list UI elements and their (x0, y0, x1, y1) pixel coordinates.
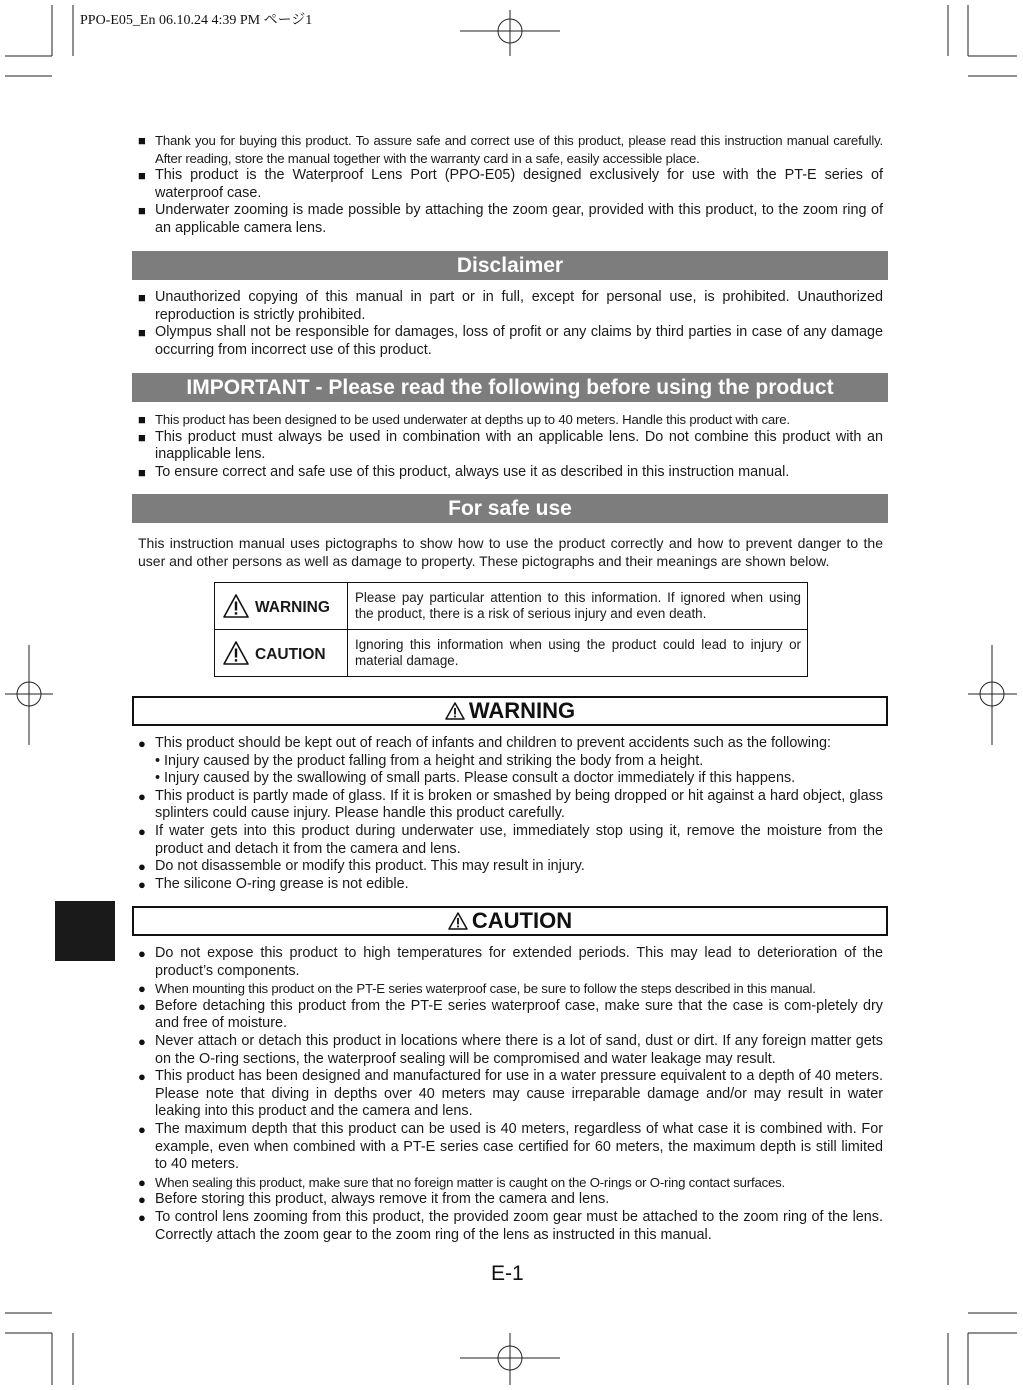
list-item: ■ This product has been designed to be used underwater at depths up to 40 meters. Handle this product with care. (138, 411, 883, 429)
caution-heading (132, 906, 888, 936)
list-item: ■ Unauthorized copying of this manual in part or in full, except for personal use, is prohibited. Unauthorized reproduction is strictly prohibited. (138, 289, 883, 324)
table-row (215, 583, 808, 630)
safe-use-heading: For safe use (132, 494, 888, 523)
warning-list (138, 735, 883, 893)
list-item: ● Never attach or detach this product in locations where there is a lot of sand, dust or dirt. If any foreign matter gets on the O-ring sections, the waterproof sealing will be compromised and water leakage may result. (138, 1033, 883, 1068)
list-item: ■ Olympus shall not be responsible for damages, loss of profit or any claims by third parties in case of any damage occurring from incorrect use of this product. (138, 324, 883, 359)
caution-heading-text: CAUTION (471, 908, 573, 933)
warning-label: WARNING (255, 599, 330, 616)
sub-item: • Injury caused by the swallowing of small parts. Please consult a doctor immediately if this happens. (155, 770, 796, 787)
list-item: ■ This product must always be used in combination with an applicable lens. Do not combine this product with an inapplicable lens. (138, 429, 883, 464)
list-item: ● This product has been designed and manufactured for use in a water pressure equivalent to a depth of 40 meters. Please note that diving in depths over 40 meters may cause irreparable damage and/or may result in water leaking into this product and the camera and lens. (138, 1068, 883, 1121)
thumb-index-tab (55, 901, 115, 961)
list-item-text: This product should be kept out of reach of infants and children to prevent accidents such as the following: (155, 735, 831, 751)
disclaimer-list (138, 289, 883, 359)
safe-use-intro: This instruction manual uses pictographs to show how to use the product correctly and how to prevent danger to the user and other persons as well as damage to property. These pictographs and their meanings are shown below. (138, 535, 883, 569)
important-list (138, 411, 883, 481)
list-item: ● The silicone O-ring grease is not edible. (138, 876, 883, 894)
pictograph-table (214, 582, 808, 677)
caution-description: Ignoring this information when using the product could lead to injury or material damage. (348, 630, 808, 677)
list-item: ● The maximum depth that this product can be used is 40 meters, regardless of what case it is combined with. For example, even when combined with a PT-E series case certified for 60 meters, the maximum depth is still limited to 40 meters. (138, 1121, 883, 1174)
list-item: ● This product is partly made of glass. If it is broken or smashed by being dropped or hit against a hard object, glass splinters could cause injury. Please handle this product carefully. (138, 788, 883, 823)
table-row (215, 630, 808, 677)
print-slug: PPO-E05_En 06.10.24 4:39 PM ページ1 (80, 13, 313, 28)
warning-description: Please pay particular attention to this information. If ignored when using the product, there is a risk of serious injury and even death. (348, 583, 808, 630)
sub-item: • Injury caused by the product falling from a height and striking the body from a height. (155, 752, 704, 769)
list-item: ■ Underwater zooming is made possible by attaching the zoom gear, provided with this product, to the zoom ring of an applicable camera lens. (138, 202, 883, 237)
warning-triangle-icon (223, 594, 249, 618)
important-heading: IMPORTANT - Please read the following before using the product (132, 373, 888, 402)
intro-list (138, 132, 883, 238)
list-item: ● To control lens zooming from this product, the provided zoom gear must be attached to the zoom ring of the lens. Correctly attach the zoom gear to the zoom ring of the lens as instructed in this manual. (138, 1209, 883, 1244)
page-number: E-1 (491, 1262, 524, 1285)
list-item: ● Do not disassemble or modify this product. This may result in injury. (138, 858, 883, 876)
list-item: ■ To ensure correct and safe use of this product, always use it as described in this instruction manual. (138, 464, 883, 482)
list-item: ● Do not expose this product to high temperatures for extended periods. This may lead to deterioration of the product’s components. (138, 945, 883, 980)
list-item (138, 735, 883, 788)
list-item: ● When sealing this product, make sure that no foreign matter is caught on the O-rings or O-ring contact surfaces. (138, 1174, 883, 1192)
warning-heading-text: WARNING (468, 698, 576, 723)
list-item: ● If water gets into this product during underwater use, immediately stop using it, remove the moisture from the product and detach it from the camera and lens. (138, 823, 883, 858)
list-item: ● Before storing this product, always remove it from the camera and lens. (138, 1191, 883, 1209)
disclaimer-heading: Disclaimer (132, 251, 888, 280)
caution-label: CAUTION (255, 646, 326, 663)
warning-heading (132, 696, 888, 726)
list-item: ■ Thank you for buying this product. To assure safe and correct use of this product, please read this instruction manual carefully. After reading, store the manual together with the warranty card in a safe, easily accessible place. (138, 132, 883, 167)
list-item: ■ This product is the Waterproof Lens Port (PPO-E05) designed exclusively for use with the PT-E series of waterproof case. (138, 167, 883, 202)
caution-triangle-icon (223, 641, 249, 665)
list-item: ● When mounting this product on the PT-E series waterproof case, be sure to follow the steps described in this manual. (138, 980, 883, 998)
list-item: ● Before detaching this product from the PT-E series waterproof case, make sure that the case is com-pletely dry and free of moisture. (138, 998, 883, 1033)
warning-triangle-icon (445, 702, 465, 720)
caution-triangle-icon (448, 912, 468, 930)
caution-list (138, 945, 883, 1244)
